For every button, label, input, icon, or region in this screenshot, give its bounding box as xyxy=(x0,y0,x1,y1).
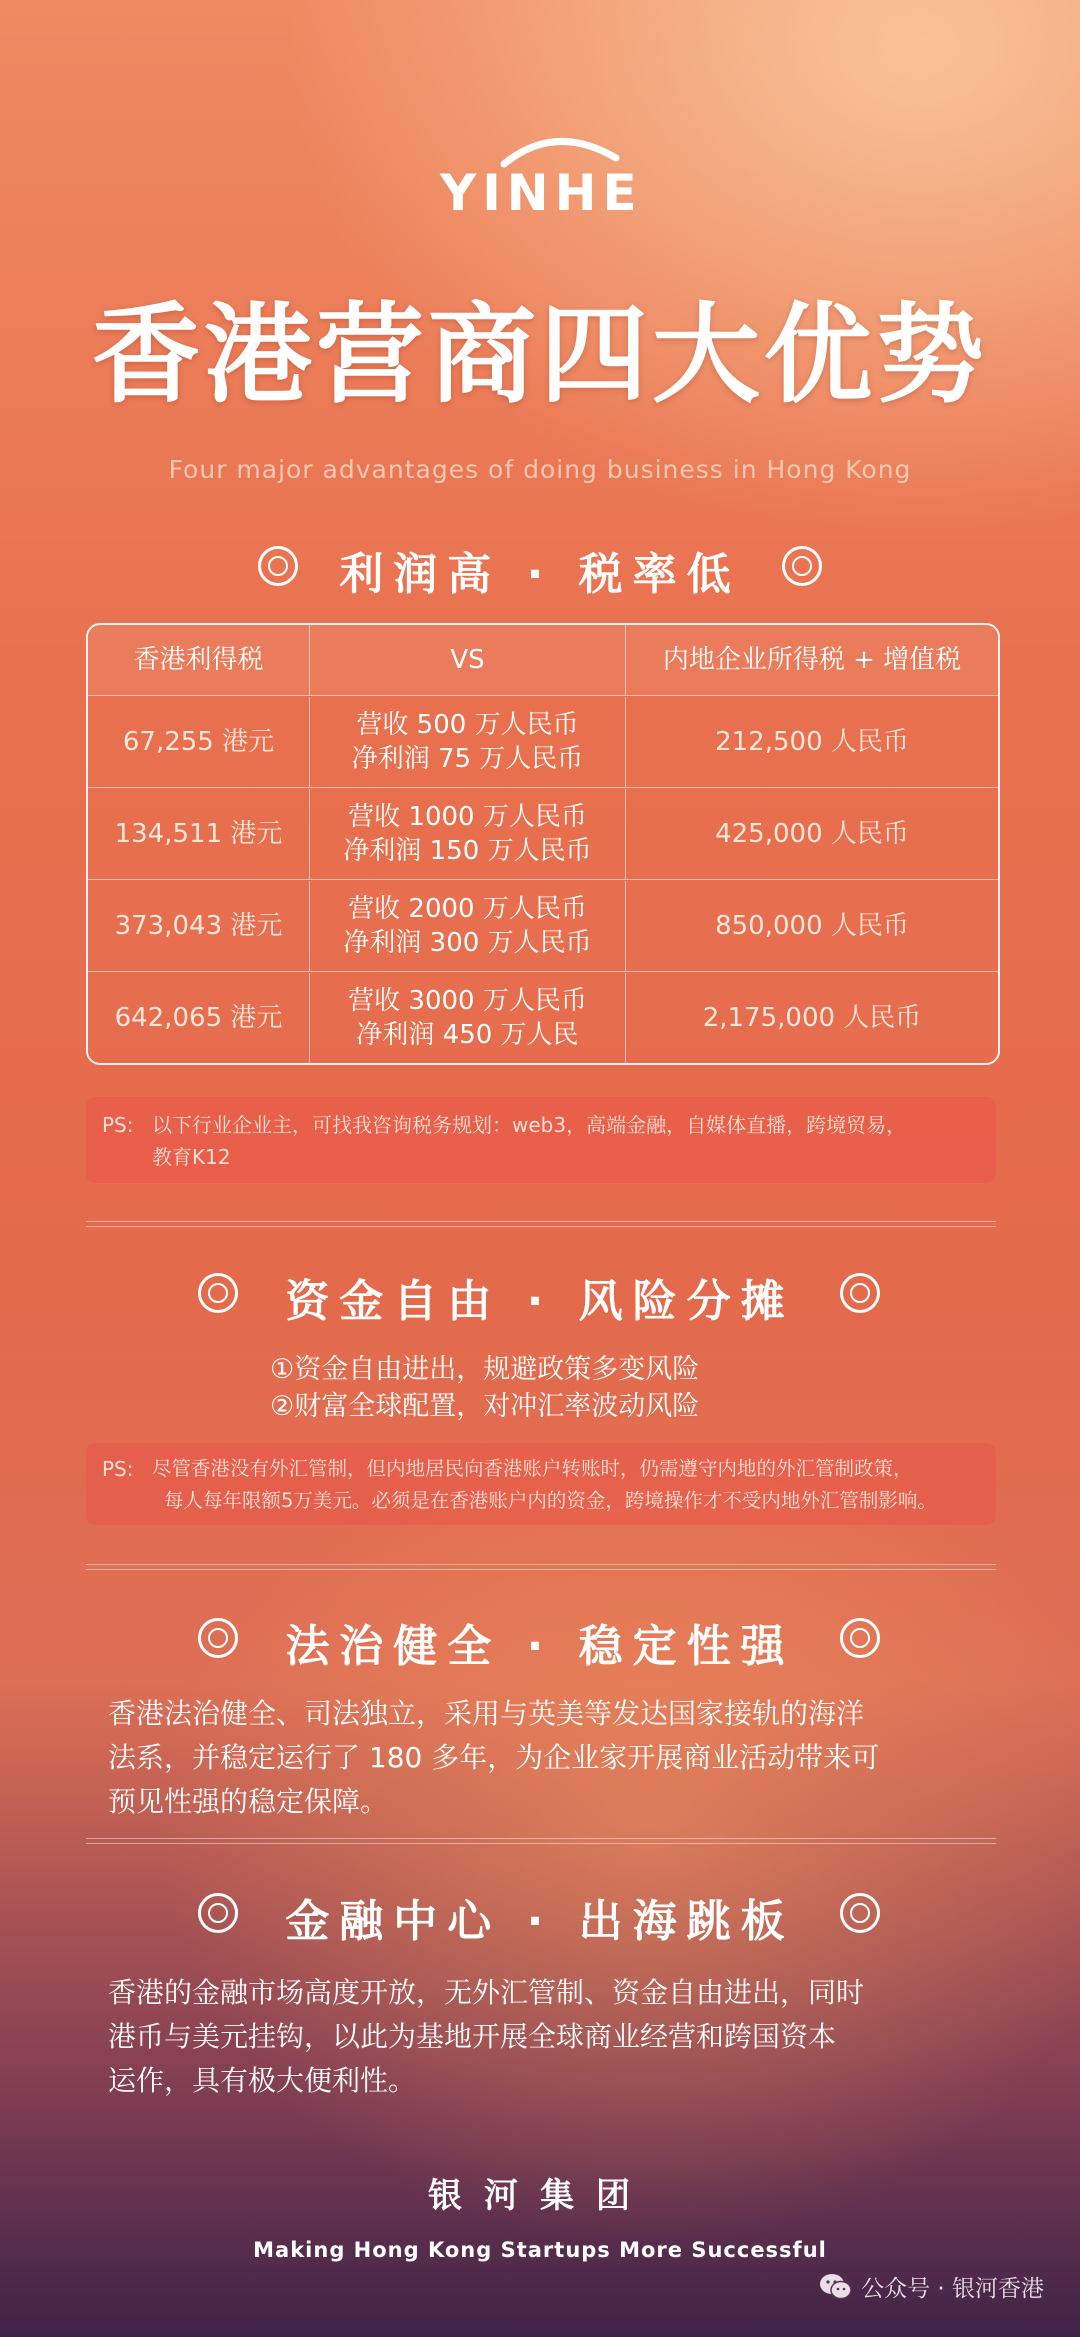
revenue-value: 营收 2000 万人民币 xyxy=(348,894,587,924)
hk-tax-value: 373,043 港元 xyxy=(88,881,310,971)
section-divider xyxy=(86,1838,996,1844)
revenue-profit-cell xyxy=(310,789,626,879)
mainland-tax-value: 425,000 人民币 xyxy=(715,819,909,849)
ring-icon xyxy=(840,1273,880,1313)
ps-text-line: 尽管香港没有外汇管制，但内地居民向香港账户转账时，仍需遵守内地的外汇管制政策， xyxy=(152,1457,913,1480)
revenue-profit-cell xyxy=(310,881,626,971)
hk-tax-value: 134,511 港元 xyxy=(88,789,310,879)
yinhe-logo xyxy=(430,128,650,228)
list-item: ②财富全球配置，对冲汇率波动风险 xyxy=(270,1391,700,1422)
table-divider xyxy=(88,879,998,880)
section-title-rule-of-law: 法治健全 · 稳定性强 xyxy=(285,1621,795,1672)
wechat-account-watermark xyxy=(819,2270,1044,2303)
ps-text-line: 以下行业企业主，可找我咨询税务规划：web3，高端金融，自媒体直播，跨境贸易， xyxy=(152,1113,907,1137)
table-divider xyxy=(88,787,998,788)
table-header-vs: VS xyxy=(310,625,626,695)
paragraph-line: 法系，并稳定运行了 180 多年，为企业家开展商业活动带来可 xyxy=(108,1741,880,1774)
ring-icon xyxy=(840,1618,880,1658)
net-profit-value: 净利润 75 万人民币 xyxy=(351,744,584,774)
table-divider xyxy=(88,695,998,696)
mainland-tax-value: 2,175,000 人民币 xyxy=(702,1003,922,1033)
net-profit-value: 净利润 150 万人民币 xyxy=(343,836,592,866)
net-profit-value: 净利润 300 万人民币 xyxy=(343,928,592,958)
tax-comparison-table xyxy=(86,623,1000,1065)
page-subtitle: Four major advantages of doing business in Hong Kong xyxy=(168,455,912,484)
table-header-mainland-tax: 内地企业所得税 + 增值税 xyxy=(662,645,962,675)
hk-tax-value: 67,255 港元 xyxy=(88,697,310,787)
revenue-profit-cell xyxy=(310,697,626,787)
section-title-capital: 资金自由 · 风险分摊 xyxy=(285,1276,795,1327)
list-item: ①资金自由进出，规避政策多变风险 xyxy=(270,1354,700,1385)
table-row xyxy=(88,973,998,1063)
ps-text-line: 每人每年限额5万美元。必须是在香港账户内的资金，跨境操作才不受内地外汇管制影响。 xyxy=(164,1489,937,1512)
table-divider xyxy=(88,971,998,972)
revenue-value: 营收 500 万人民币 xyxy=(356,710,579,740)
ps-label: PS: xyxy=(102,1113,134,1137)
ring-icon xyxy=(782,546,822,586)
mainland-tax-value: 850,000 人民币 xyxy=(715,911,909,941)
section-title-finance-hub: 金融中心 · 出海跳板 xyxy=(285,1896,795,1947)
paragraph-finance-hub xyxy=(108,1971,988,2103)
paragraph-line: 香港法治健全、司法独立，采用与英美等发达国家接轨的海洋 xyxy=(108,1697,865,1730)
section-divider xyxy=(86,1221,996,1227)
table-row xyxy=(88,789,998,879)
ps-label: PS: xyxy=(102,1457,134,1481)
section-title-profit: 利润高 · 税率低 xyxy=(339,549,741,600)
paragraph-line: 预见性强的稳定保障。 xyxy=(108,1785,389,1818)
page-title: 香港营商四大优势 xyxy=(91,292,988,418)
hk-tax-value: 642,065 港元 xyxy=(88,973,310,1063)
table-row xyxy=(88,697,998,787)
paragraph-line: 香港的金融市场高度开放，无外汇管制、资金自由进出，同时 xyxy=(108,1976,865,2009)
table-header-row xyxy=(88,625,998,695)
revenue-value: 营收 3000 万人民币 xyxy=(348,986,587,1016)
section-divider xyxy=(86,1564,996,1570)
paragraph-rule-of-law xyxy=(108,1692,988,1824)
table-row xyxy=(88,881,998,971)
ring-icon xyxy=(840,1893,880,1933)
table-header-hk-tax: 香港利得税 xyxy=(88,625,310,695)
net-profit-value: 净利润 450 万人民 xyxy=(356,1020,579,1050)
logo-text: YINHE xyxy=(440,164,643,222)
ps-note-tax xyxy=(86,1097,996,1183)
ps-note-forex xyxy=(86,1443,996,1525)
footer-company-name: 银河集团 xyxy=(428,2176,652,2216)
paragraph-line: 港币与美元挂钩，以此为基地开展全球商业经营和跨国资本 xyxy=(108,2020,837,2053)
wechat-icon xyxy=(819,2273,853,2301)
revenue-profit-cell xyxy=(310,973,626,1063)
logo-arc-icon xyxy=(500,128,620,168)
mainland-tax-value: 212,500 人民币 xyxy=(715,727,909,757)
paragraph-line: 运作，具有极大便利性。 xyxy=(108,2064,417,2097)
ps-text-line: 教育K12 xyxy=(152,1145,231,1169)
revenue-value: 营收 1000 万人民币 xyxy=(348,802,587,832)
wechat-account-text: 公众号 · 银河香港 xyxy=(861,2276,1044,2302)
footer-slogan: Making Hong Kong Startups More Successful xyxy=(253,2238,827,2262)
